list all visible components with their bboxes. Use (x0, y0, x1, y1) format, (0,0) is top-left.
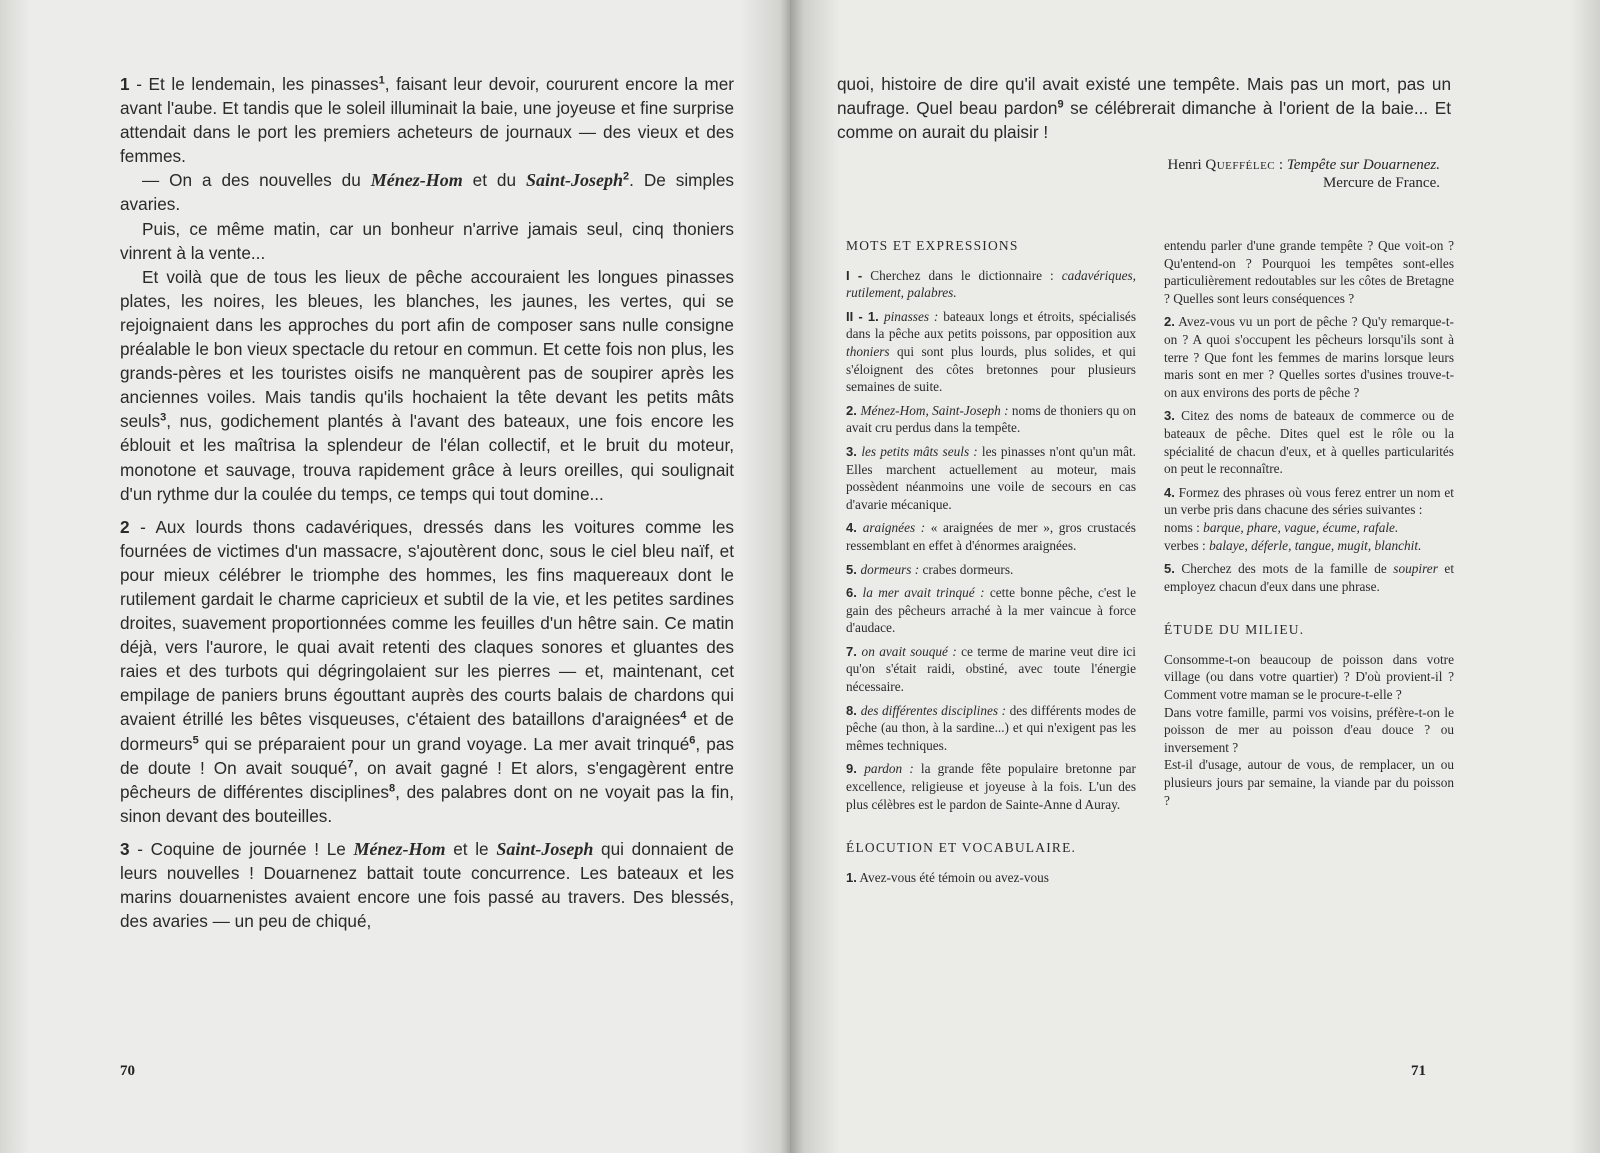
note-text: qui sont plus lourds, plus solides, et qui s'éloignent des côtes bretonnes pour plusieurs semaines de suite. (846, 343, 1136, 395)
elocution-item (1164, 313, 1454, 401)
note-item (846, 702, 1136, 755)
source-credit (1168, 156, 1441, 192)
text-run: se célébrerait dimanche à l'orient de la baie... Et comme on aurait du plaisir ! (837, 98, 1451, 143)
text-run: - Coquine de journée ! Le (129, 838, 354, 859)
note-term: la mer avait trinqué : (862, 585, 985, 601)
note-text: « araignées de mer », gros crustacés ressemblant en effet à d'énormes araignées. (846, 520, 1136, 553)
note-term: on avait souqué : (861, 643, 957, 659)
footnote-ref: 6 (689, 733, 696, 746)
footnote-ref: 1 (378, 74, 385, 87)
note-text: les pinasses n'ont qu'un mât. Elles marchent actuellement au moteur, mais possèdent néanmoins une voile de secours en cas d'avarie mécanique. (846, 443, 1136, 512)
note-item (846, 308, 1136, 396)
text-run: Et voilà que de tous les lieux de pêche accouraient les longues pinasses plates, les noires, les bleues, les blanches, les jaunes, les vertes, qui se rejoignaient dans les approches du port afin de composer sans nulle consigne préalable le bon vieux spectacle du retour en commun. Et cette fois non plus, les grands-pères et les touristes oisifs ne manquèrent pas de soupirer après les anciennes voiles. Mais tandis qu'ils hochaient la tête devant les petits mâts seuls (120, 266, 734, 432)
text-run: Puis, ce même matin, car un bonheur n'arrive jamais seul, cinq thoniers vinrent à la vente... (120, 218, 734, 263)
etude-item: Dans votre famille, parmi vos voisins, préfère-t-on le poisson de mer au poisson d'eau douce ? ou inversement ? (1164, 704, 1454, 755)
note-term: pinasses : (883, 308, 939, 324)
note-term: les petits mâts seuls : (861, 443, 978, 459)
paragraph (120, 837, 734, 933)
text-run: quoi, histoire de dire qu'il avait existé une tempête. Mais pas un mort, pas un naufrage. Quel beau pardon (837, 74, 1451, 119)
paragraph (120, 72, 734, 168)
note-number: 5. (846, 561, 861, 577)
item-text: Formez des phrases où vous ferez entrer un nom et un verbe pris dans chacune des séries suivantes : (1164, 484, 1454, 518)
paragraph (120, 168, 734, 216)
note-text: ce terme de marine veut dire ici qu'on s'était raidi, obstiné, avec toute l'énergie nécessaire. (846, 643, 1136, 695)
note-number: 4. (846, 520, 863, 536)
text-run: et du (462, 170, 526, 191)
elocution-item-1-cont (1164, 237, 1454, 307)
item-number: 4. (1164, 484, 1175, 500)
ship-name: Saint-Joseph (496, 838, 594, 859)
note-item (846, 584, 1136, 637)
page-number-right: 71 (1411, 1063, 1426, 1079)
note-text: noms de thoniers qu on avait cru perdus dans la tempête. (846, 402, 1136, 436)
item-number: 3. (1164, 408, 1175, 424)
credit-publisher: Mercure de France. (1322, 175, 1440, 191)
credit-author-last: Queffélec (1205, 157, 1276, 173)
footnote-ref: 8 (389, 781, 396, 794)
note-item (846, 402, 1136, 437)
note-text: des différents modes de pêche (au thon, à la sardine...) et qui n'exigent pas les mêmes techniques. (846, 702, 1137, 753)
note-number: 6. (846, 585, 863, 601)
text-run: . De simples avaries. (120, 170, 734, 215)
narrative-text (120, 72, 734, 933)
section-number: 2 (120, 516, 130, 537)
paragraph (120, 265, 734, 506)
text-run: - Et le lendemain, les pinasses (129, 74, 379, 94)
note-term: Ménez-Hom, Saint-Joseph : (860, 402, 1009, 418)
item-number: 1. (846, 869, 857, 885)
item-text: Citez des noms de bateaux de commerce ou de bateaux de pêche. Dites quel est le rôle ou la spécialité de chacun d'eux, et à quelles particularités on peut le reconnaître. (1164, 408, 1454, 477)
text-run: qui se préparaient pour un grand voyage. La mer avait trinqué (198, 733, 690, 754)
footnote-ref: 9 (1057, 98, 1064, 111)
elocution-item-1-start (846, 869, 1136, 887)
ship-name: Ménez-Hom (353, 838, 446, 859)
right-page (790, 0, 1600, 1153)
footnote-ref: 3 (160, 411, 167, 424)
note-term: pardon : (864, 761, 914, 777)
note-number: 9. (846, 761, 865, 777)
footnote-ref: 4 (680, 709, 687, 722)
mots-item-I: I - Cherchez dans le dictionnaire : cadavériques, rutilement, palabres. (846, 267, 1136, 301)
footnote-ref: 2 (623, 170, 630, 183)
item-text: entendu parler d'une grande tempête ? Que voit-on ? Qu'entend-on ? Pourquoi les tempêtes sont-elles particulièrement redoutables sur les côtes de Bretagne ? Quelles sont leurs conséquences ? (1164, 238, 1454, 306)
elocution-item (1164, 484, 1454, 519)
note-text: la grande fête populaire bretonne par excellence, religieuse et joyeuse à la fois. L'un des plus célèbres est le pardon de Sainte-Anne d Auray. (846, 761, 1136, 812)
credit-work-title: Tempête sur Douarnenez. (1286, 157, 1440, 173)
elocution-column (1164, 237, 1454, 809)
note-term: des différentes disciplines : (860, 702, 1007, 718)
mots-notes-list (846, 308, 1136, 813)
credit-separator: : (1278, 157, 1284, 173)
section-number: 1 (120, 74, 130, 94)
verbes-line: verbes : balaye, déferle, tangue, mugit, blanchit. (1164, 537, 1422, 553)
note-term: araignées : (862, 520, 926, 536)
etude-list (1164, 651, 1454, 809)
text-run: , faisant leur devoir, coururent encore la mer avant l'aube. Et tandis que le soleil illuminait la baie, une joyeuse et fine surprise attendait dans le port les premiers acheteurs de journaux — des vieux et des femmes. (120, 74, 734, 167)
elocution-item-5: 5. Cherchez des mots de la famille de soupirer et employez chacun d'eux dans une phrase. (1164, 561, 1455, 594)
left-page (0, 0, 790, 1153)
ship-name: Saint-Joseph (525, 170, 623, 191)
note-item (846, 519, 1136, 554)
item-number: 2. (1164, 314, 1175, 330)
elocution-item (1164, 407, 1454, 477)
footnote-ref: 5 (192, 733, 199, 746)
note-number: II - 1. (846, 308, 884, 324)
ship-name: Ménez-Hom (370, 170, 463, 191)
note-item (846, 561, 1136, 579)
note-item (846, 643, 1136, 696)
item-text: Avez-vous été témoin ou avez-vous (856, 869, 1049, 885)
etude-item: Est-il d'usage, autour de vous, de remplacer, un ou plusieurs jours par semaine, la viande par du poisson ? (1164, 757, 1454, 808)
note-text: bateaux longs et étroits, spécialisés dans la pêche aux petits poissons, par opposition aux (846, 308, 1136, 342)
note-text: crabes dormeurs. (919, 561, 1014, 577)
note-item (846, 760, 1136, 813)
narrative-continuation (837, 72, 1451, 144)
note-number: 2. (846, 402, 861, 418)
note-number: 7. (846, 643, 862, 659)
text-run: et le (445, 838, 497, 859)
mots-column (846, 237, 1136, 886)
etude-item: Consomme-t-on beaucoup de poisson dans votre village (ou dans votre quartier) ? D'où provient-il ? Comment votre maman se le procure-t-elle ? (1164, 651, 1454, 703)
paragraph (120, 217, 734, 265)
elocution-list (1164, 313, 1454, 519)
note-number: 8. (846, 702, 861, 718)
text-run: qui donnaient de leurs nouvelles ! Douarnenez battait toute concurrence. Les bateaux et les marins douarnenistes avaient encore une fois passé au travers. Des blessés, des avaries — un peu de chiqué, (120, 838, 734, 932)
section-number: 3 (120, 838, 130, 859)
note-term: thoniers (846, 343, 890, 359)
note-text: cette bonne pêche, c'est le gain des pêcheurs arraché à la mer vaincue à force d'audace. (846, 585, 1136, 636)
note-term: dormeurs : (860, 561, 920, 577)
text-run: - Aux lourds thons cadavériques, dressés dans les voitures comme les fournées de victimes d'un massacre, s'ajoutèrent donc, sous le ciel bleu naïf, et pour mieux célébrer le triomphe des hommes, les fins maquereaux dont le rutilement gardait le charme capricieux et subtil de la vie, et les petites sardines droites, suavement proportionnées comme les feuilles d'un hêtre sain. Ce matin déjà, vers l'aurore, le quai avait retenti des claques sonores et gluantes des raies et des turbots qui dégringolaient sur les pierres — et, maintenant, cet empilage de paniers bruns égouttant auprès des courts balais de chardons qui avaient étrillé les bêtes visqueuses, c'étaient des bataillons d'araignées (120, 516, 734, 730)
text-run: , nus, godichement plantés à l'avant des bateaux, une fois encore les éblouit et les maîtrisa la splendeur de l'élan collectif, et le bruit du moteur, monotone et sauvage, trouva rapidement grâce à leurs oreilles, qui soulignait d'un rythme dur la coulée du temps, ce temps qui tout domine... (120, 411, 734, 504)
item-text: Avez-vous vu un port de pêche ? Qu'y remarque-t-on ? A quoi s'occupent les pêcheurs lorsqu'ils sont à terre ? Que font les femmes de marins lorsque leurs maris sont en mer ? Quelles sortes d'usines trouve-t-on aux environs des ports de pêche ? (1164, 314, 1454, 400)
text-run: — On a des nouvelles du (142, 170, 371, 191)
noms-line: noms : barque, phare, vague, écume, rafale. (1164, 519, 1399, 535)
footnote-ref: 7 (347, 757, 354, 770)
etude-heading: ÉTUDE DU MILIEU. (1164, 622, 1305, 638)
text-run: , on avait gagné ! Et alors, s'engagèrent entre pêcheurs de différentes disciplines (120, 757, 734, 802)
note-item (846, 443, 1136, 513)
page-number-left: 70 (120, 1063, 135, 1079)
text-run: , pas de doute ! On avait souqué (120, 733, 734, 778)
text-run: , des palabres dont on ne voyait pas la fin, sinon devant des bouteilles. (120, 781, 735, 826)
mots-heading: MOTS ET EXPRESSIONS (846, 238, 1019, 253)
paragraph (120, 515, 734, 828)
elocution-heading: ÉLOCUTION ET VOCABULAIRE. (846, 840, 1077, 856)
credit-author-first: Henri (1167, 157, 1202, 173)
note-number: 3. (846, 443, 862, 459)
text-run: et de dormeurs (120, 709, 734, 754)
